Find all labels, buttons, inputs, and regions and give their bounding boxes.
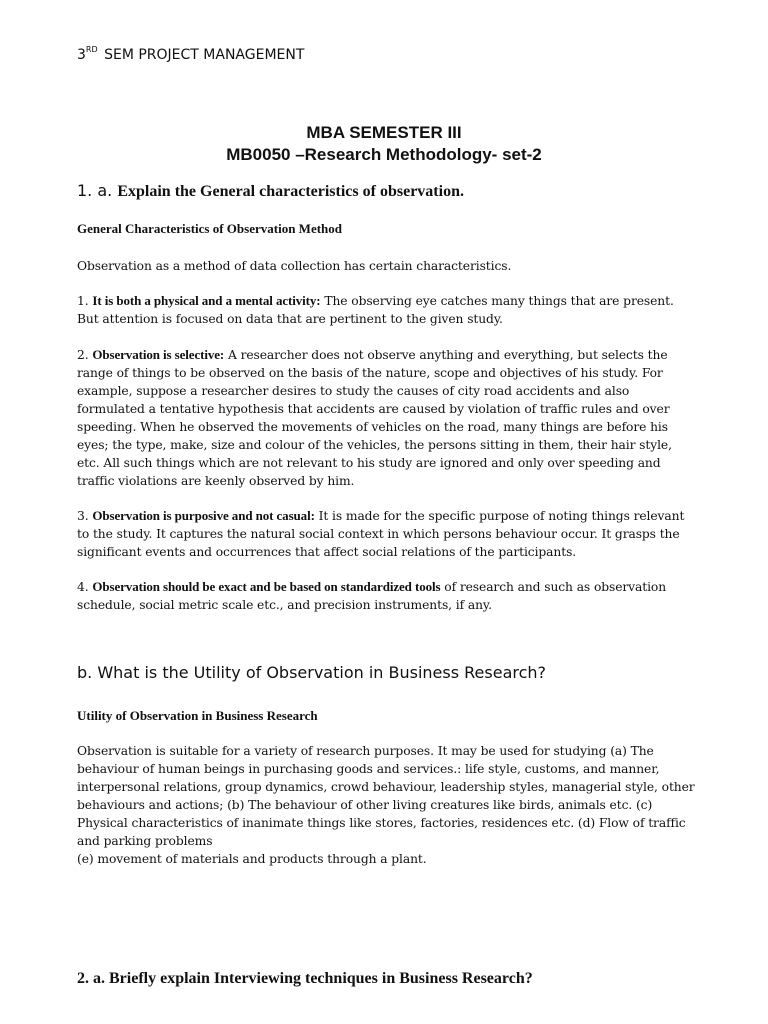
- point-number: 1.: [77, 294, 89, 308]
- utility-paragraph-main: Observation is suitable for a variety of research purposes. It may be used for studying (a) The behaviour of human beings in purchasing goods and services.: life style, customs, and manner, interpersonal relations, group dynamics, crowd behaviour, leadership styles, managerial style, other behaviours and actions; (b) The behaviour of other living creatures like birds, animals etc. (c) Physical characteristics of inanimate things like stores, factories, residences etc. (d) Flow of traffic and parking problems: [77, 744, 695, 848]
- question-2a: 2. a. Briefly explain Interviewing techniques in Business Research?: [77, 970, 533, 987]
- title-line-2: MB0050 –Research Methodology- set-2: [226, 145, 542, 164]
- question-1-number: 1.: [77, 181, 93, 200]
- point-text: A researcher does not observe anything and everything, but selects the range of things to be observed on the basis of the nature, scope and objectives of his study. For example, suppose a researcher desires to study the causes of city road accidents and also formulated a tentative hypothesis that accidents are caused by violation of traffic rules and over speeding. When he observed the movements of vehicles on the road, many things are before his eyes; the type, make, size and colour of the vehicles, the persons sitting in them, their hair style, etc. All such things which are not relevant to his study are ignored and only over speeding and traffic violations are keenly observed by him.: [77, 348, 672, 488]
- section-heading-characteristics: General Characteristics of Observation Method: [77, 221, 343, 236]
- question-1a-label: a.: [97, 181, 113, 200]
- point-heading: Observation should be exact and be based on standardized tools: [92, 579, 441, 594]
- point-number: 4.: [77, 580, 89, 594]
- utility-paragraph: [77, 742, 697, 868]
- characteristic-point-4: [77, 578, 697, 614]
- utility-paragraph-e: (e) movement of materials and products through a plant.: [77, 852, 427, 866]
- point-heading: It is both a physical and a mental activity:: [92, 293, 321, 308]
- point-number: 3.: [77, 509, 89, 523]
- question-1a-text: Explain the General characteristics of observation.: [117, 183, 464, 200]
- header-superscript: RD: [85, 45, 98, 54]
- question-1b: b. What is the Utility of Observation in Business Research?: [77, 663, 547, 682]
- point-number: 2.: [77, 348, 89, 362]
- characteristic-point-2: [77, 346, 697, 490]
- title-line-1: MBA SEMESTER III: [306, 123, 462, 142]
- point-text: It is made for the specific purpose of noting things relevant to the study. It captures the natural social context in which persons behaviour occur. It grasps the significant events and occurrences that affect social relations of the participants.: [77, 509, 685, 559]
- intro-paragraph: Observation as a method of data collection has certain characteristics.: [77, 259, 512, 273]
- point-heading: Observation is selective:: [92, 347, 225, 362]
- header-prefix: 3: [77, 47, 86, 63]
- point-text: The observing eye catches many things that are present. But attention is focused on data that are pertinent to the given study.: [77, 294, 674, 326]
- characteristic-point-3: [77, 507, 697, 561]
- page-header: [77, 45, 304, 63]
- section-heading-utility: Utility of Observation in Business Research: [77, 708, 318, 723]
- point-heading: Observation is purposive and not casual:: [92, 508, 315, 523]
- point-text: of research and such as observation schedule, social metric scale etc., and precision instruments, if any.: [77, 580, 667, 612]
- header-text: SEM PROJECT MANAGEMENT: [104, 47, 305, 63]
- question-1a: [77, 181, 697, 201]
- characteristic-point-1: [77, 292, 697, 328]
- document-title: [0, 122, 768, 166]
